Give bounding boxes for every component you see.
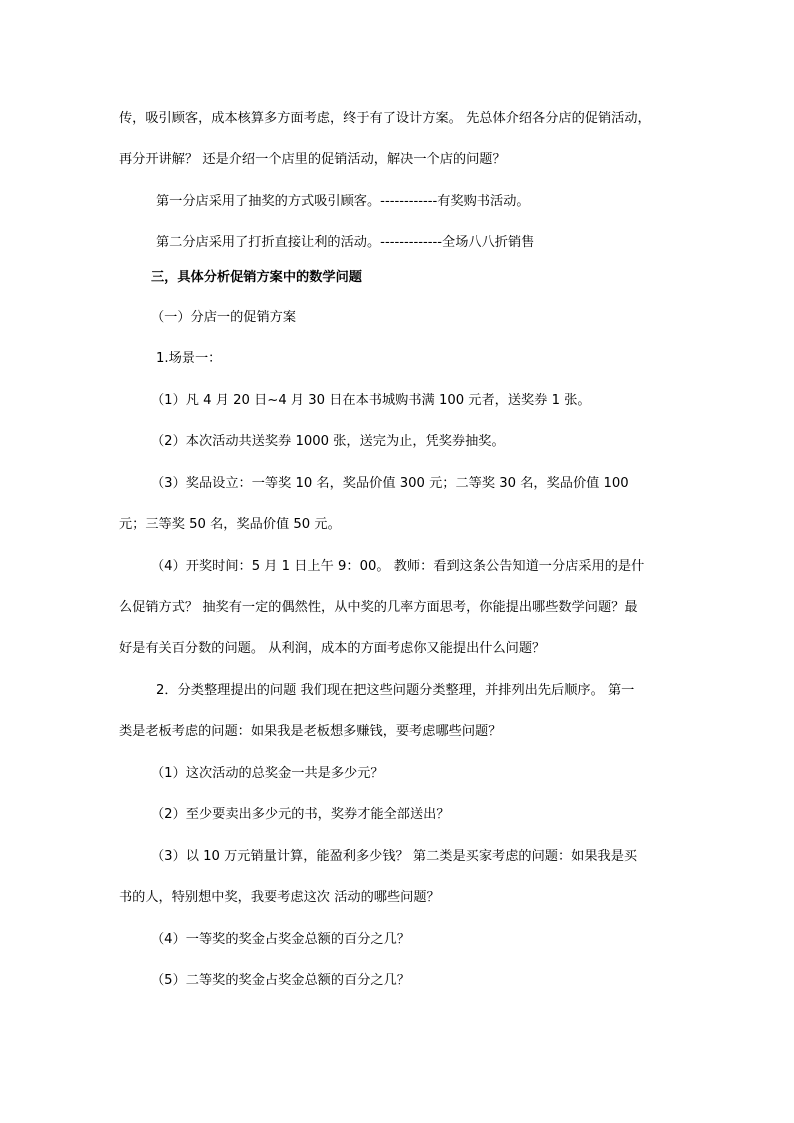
text-line: （2）至少要卖出多少元的书，奖券才能全部送出？ xyxy=(151,807,450,822)
text-line: 第二分店采用了打折直接让利的活动。-------------全场八八折销售 xyxy=(156,235,535,250)
subsection-heading: （一）分店一的促销方案 xyxy=(151,310,297,325)
text-line: （5）二等奖的奖金占奖金总额的百分之几？ xyxy=(151,973,410,988)
text-line: （4）开奖时间：5 月 1 日上午 9：00。 教师：看到这条公告知道一分店采用的是什 xyxy=(151,559,645,574)
text-line: 么促销方式？ 抽奖有一定的偶然性，从中奖的几率方面思考，你能提出哪些数学问题？最 xyxy=(119,600,638,615)
text-line: 传，吸引顾客，成本核算多方面考虑，终于有了设计方案。 先总体介绍各分店的促销活动， xyxy=(119,111,651,126)
text-line: 书的人，特别想中奖，我要考虑这次 活动的哪些问题？ xyxy=(119,890,440,905)
text-line: 类是老板考虑的问题：如果我是老板想多赚钱，要考虑哪些问题？ xyxy=(119,724,502,739)
text-line: 1.场景一： xyxy=(156,351,222,366)
section-heading: 三，具体分析促销方案中的数学问题 xyxy=(151,270,362,285)
text-line: （1）凡 4 月 20 日~4 月 30 日在本书城购书满 100 元者，送奖券 1 张。 xyxy=(151,393,591,408)
text-line: 好是有关百分数的问题。 从利润，成本的方面考虑你又能提出什么问题？ xyxy=(119,641,546,656)
text-line: （3）奖品设立：一等奖 10 名，奖品价值 300 元；二等奖 30 名，奖品价值 100 xyxy=(151,476,629,491)
text-line: 第一分店采用了抽奖的方式吸引顾客。------------有奖购书活动。 xyxy=(156,194,530,209)
text-line: 再分开讲解？ 还是介绍一个店里的促销活动，解决一个店的问题？ xyxy=(119,152,506,167)
text-line: 2．分类整理提出的问题 我们现在把这些问题分类整理，并排列出先后顺序。 第一 xyxy=(156,683,635,698)
text-line: （2）本次活动共送奖券 1000 张，送完为止，凭奖券抽奖。 xyxy=(151,434,505,449)
text-line: 元；三等奖 50 名，奖品价值 50 元。 xyxy=(119,517,341,532)
text-line: （3）以 10 万元销量计算，能盈利多少钱？ 第二类是买家考虑的问题：如果我是买 xyxy=(151,849,638,864)
text-line: （4）一等奖的奖金占奖金总额的百分之几？ xyxy=(151,932,410,947)
text-line: （1）这次活动的总奖金一共是多少元？ xyxy=(151,766,384,781)
